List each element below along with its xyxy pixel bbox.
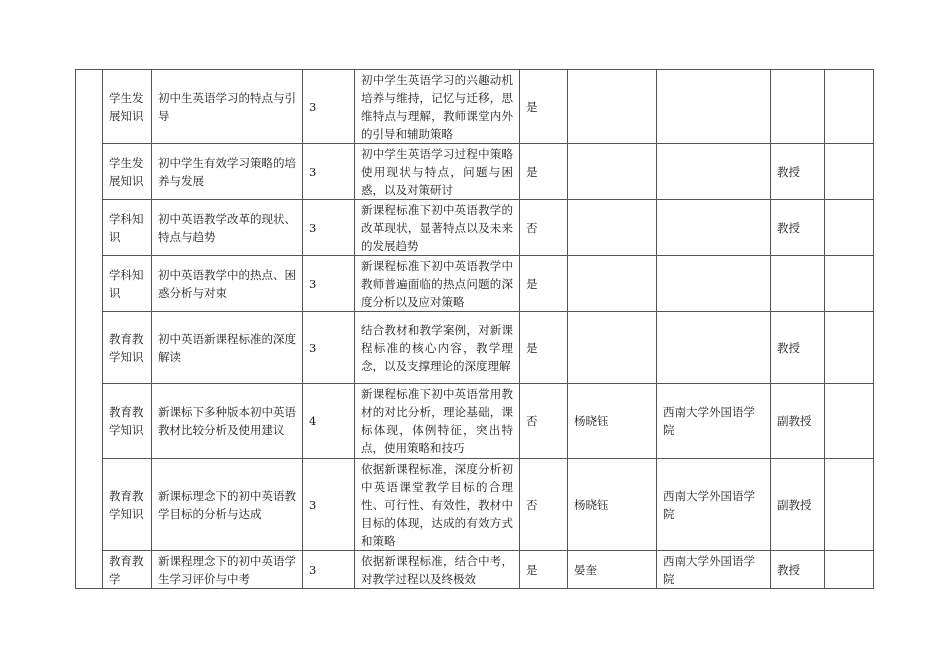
credits-cell: 3 <box>303 144 355 200</box>
required-cell: 否 <box>520 384 568 459</box>
credits-cell: 3 <box>303 459 355 551</box>
table-row <box>76 551 874 589</box>
credits-cell: 3 <box>303 312 355 384</box>
content-cell: 依据新课程标准，结合中考，对教学过程以及终极效 <box>355 551 520 589</box>
blank-cell <box>825 256 874 312</box>
required-cell: 是 <box>520 70 568 144</box>
course-name-cell: 初中英语教学改革的现状、特点与趋势 <box>152 200 303 256</box>
course-name-cell: 新课标理念下的初中英语教学目标的分析与达成 <box>152 459 303 551</box>
unit-cell <box>657 144 771 200</box>
unit-cell: 西南大学外国语学院 <box>657 459 771 551</box>
category-cell: 学科知识 <box>103 200 152 256</box>
blank-cell <box>825 459 874 551</box>
table-row <box>76 459 874 551</box>
title-cell: 教授 <box>771 312 825 384</box>
content-cell: 依据新课程标准，深度分析初中英语课堂教学目标的合理性、可行性、有效性，教材中目标的体现，达成的有效方式和策略 <box>355 459 520 551</box>
merged-section-cell <box>76 70 103 589</box>
required-cell: 是 <box>520 144 568 200</box>
teacher-cell <box>568 312 657 384</box>
table-row <box>76 384 874 459</box>
course-name-cell: 新课程理念下的初中英语学生学习评价与中考 <box>152 551 303 589</box>
title-cell <box>771 70 825 144</box>
unit-cell: 西南大学外国语学院 <box>657 384 771 459</box>
credits-cell: 3 <box>303 70 355 144</box>
teacher-cell: 杨晓钰 <box>568 459 657 551</box>
table-row <box>76 256 874 312</box>
category-cell: 教育教学 <box>103 551 152 589</box>
teacher-cell <box>568 70 657 144</box>
blank-cell <box>825 200 874 256</box>
table-row <box>76 144 874 200</box>
table-row <box>76 200 874 256</box>
content-cell: 新课程标准下初中英语常用教材的对比分析，理论基础，课标体现，体例特征，突出特点，使用策略和技巧 <box>355 384 520 459</box>
category-cell: 学生发展知识 <box>103 70 152 144</box>
content-cell: 初中学生英语学习的兴趣动机培养与维持，记忆与迁移，思维特点与理解，教师课堂内外的引导和辅助策略 <box>355 70 520 144</box>
content-cell: 结合教材和教学案例，对新课程标准的核心内容，教学理念，以及支撑理论的深度理解 <box>355 312 520 384</box>
unit-cell <box>657 70 771 144</box>
blank-cell <box>825 312 874 384</box>
category-cell: 教育教学知识 <box>103 312 152 384</box>
blank-cell <box>825 551 874 589</box>
content-cell: 新课程标准下初中英语教学中教师普遍面临的热点问题的深度分析以及应对策略 <box>355 256 520 312</box>
title-cell <box>771 256 825 312</box>
teacher-cell: 晏奎 <box>568 551 657 589</box>
blank-cell <box>825 384 874 459</box>
content-cell: 新课程标准下初中英语教学的改革现状，显著特点以及未来的发展趋势 <box>355 200 520 256</box>
teacher-cell <box>568 200 657 256</box>
unit-cell <box>657 200 771 256</box>
title-cell: 副教授 <box>771 459 825 551</box>
required-cell: 是 <box>520 256 568 312</box>
credits-cell: 3 <box>303 256 355 312</box>
course-name-cell: 初中英语新课程标准的深度解读 <box>152 312 303 384</box>
teacher-cell <box>568 144 657 200</box>
table-row <box>76 312 874 384</box>
category-cell: 教育教学知识 <box>103 459 152 551</box>
table-row <box>76 70 874 144</box>
unit-cell: 西南大学外国语学院 <box>657 551 771 589</box>
category-cell: 教育教学知识 <box>103 384 152 459</box>
course-name-cell: 初中生英语学习的特点与引导 <box>152 70 303 144</box>
unit-cell <box>657 256 771 312</box>
title-cell: 副教授 <box>771 384 825 459</box>
credits-cell: 3 <box>303 551 355 589</box>
category-cell: 学科知识 <box>103 256 152 312</box>
title-cell: 教授 <box>771 551 825 589</box>
credits-cell: 4 <box>303 384 355 459</box>
course-name-cell: 新课标下多种版本初中英语教材比较分析及使用建议 <box>152 384 303 459</box>
category-cell: 学生发展知识 <box>103 144 152 200</box>
teacher-cell: 杨晓钰 <box>568 384 657 459</box>
required-cell: 否 <box>520 459 568 551</box>
course-name-cell: 初中英语教学中的热点、困惑分析与对束 <box>152 256 303 312</box>
title-cell: 教授 <box>771 200 825 256</box>
content-cell: 初中学生英语学习过程中策略使用现状与特点，问题与困惑，以及对策研讨 <box>355 144 520 200</box>
unit-cell <box>657 312 771 384</box>
required-cell: 是 <box>520 312 568 384</box>
course-name-cell: 初中学生有效学习策略的培养与发展 <box>152 144 303 200</box>
title-cell: 教授 <box>771 144 825 200</box>
blank-cell <box>825 70 874 144</box>
credits-cell: 3 <box>303 200 355 256</box>
course-table <box>75 69 874 589</box>
blank-cell <box>825 144 874 200</box>
required-cell: 否 <box>520 200 568 256</box>
required-cell: 是 <box>520 551 568 589</box>
teacher-cell <box>568 256 657 312</box>
